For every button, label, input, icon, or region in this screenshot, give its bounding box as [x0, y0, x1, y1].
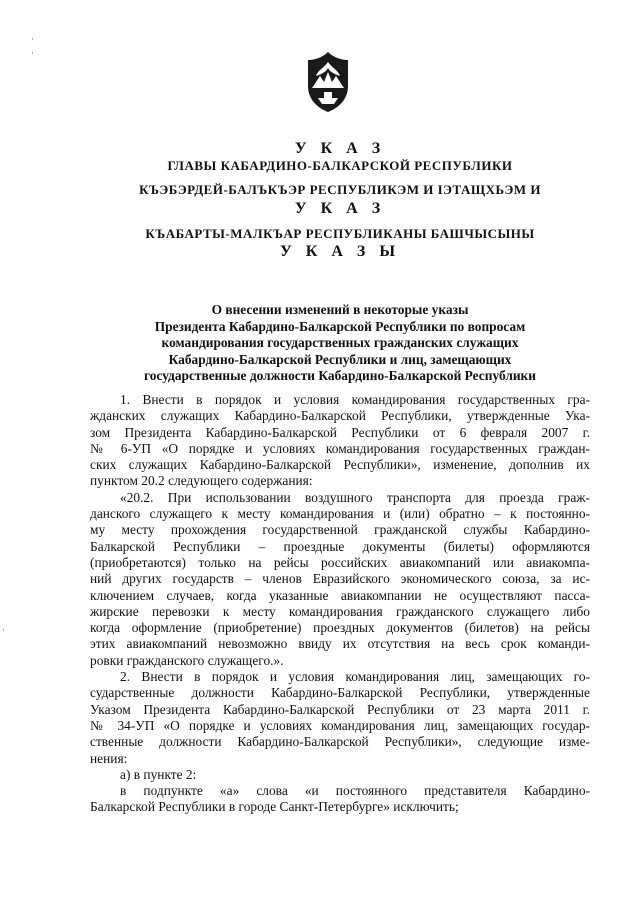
body-line: ключением случаев, когда указанные авиакомпании не осуществляют пасса- — [90, 587, 590, 603]
document-body — [90, 392, 590, 816]
body-line: Балкарской Республики – проездные документы (билеты) оформляются — [90, 538, 590, 554]
body-line: когда оформление (приобретение) проездных документов (билетов) на рейсы — [90, 620, 590, 636]
body-line: № 34-УП «О порядке и условиях командирования лиц, замещающих государ- — [90, 717, 590, 733]
header-line-1: ГЛАВЫ КАБАРДИНО-БАЛКАРСКОЙ РЕСПУБЛИКИ — [167, 158, 513, 173]
ukaz-heading-2: У К А З — [294, 200, 386, 217]
body-line: «20.2. При использовании воздушного транспорта для проезда граж- — [120, 489, 590, 505]
scan-mark: · — [31, 48, 34, 58]
title-line: государственные должности Кабардино-Балкарской Республики — [144, 368, 536, 383]
body-line: (приобретаются) только на рейсы российских авиакомпаний или авиакомпа- — [90, 554, 590, 570]
body-line: 1. Внести в порядок и условия командирования государственных гра- — [120, 392, 590, 407]
title-line: командирования государственных гражданских служащих — [161, 335, 519, 350]
body-line: зом Президента Кабардино-Балкарской Республики от 6 февраля 2007 г. — [90, 424, 590, 440]
body-line: му месту прохождения государственной гражданской службы Кабардино- — [90, 522, 590, 538]
ukaz-heading-3: У К А З Ы — [279, 243, 401, 260]
coat-of-arms-emblem — [304, 50, 352, 114]
ukaz-heading-1: У К А З — [294, 140, 386, 157]
body-line: данского служащего к месту командирования и (или) обратно – к постоянно- — [90, 506, 590, 522]
body-line: жданских служащих Кабардино-Балкарской Республики, утвержденные Ука- — [90, 408, 590, 424]
body-line: жирские перевозки к месту командирования гражданского служащего либо — [90, 603, 590, 619]
body-line: ровки гражданского служащего.». — [90, 652, 284, 668]
body-line: ний других государств – членов Евразийского экономического союза, за ис- — [90, 571, 590, 587]
body-line: в подпункте «а» слова «и постоянного представителя Кабардино- — [120, 783, 590, 799]
body-line: сударственные должности Кабардино-Балкарской Республики, утвержденные — [90, 685, 590, 701]
title-line: Кабардино-Балкарской Республики и лиц, замещающих — [168, 351, 512, 367]
scan-mark: · — [31, 34, 34, 44]
header-line-3: КЪАБАРТЫ-МАЛКЪАР РЕСПУБЛИКАНЫ БАШЧЫСЫНЫ — [145, 226, 535, 241]
body-line: № 6-УП «О порядке и условиях командирования государственных граждан- — [90, 440, 590, 456]
body-line: этих авиакомпаний невозможно ввиду их отсутствия на весь срок команди- — [90, 636, 590, 652]
title-line: Президента Кабардино-Балкарской Республики по вопросам — [154, 318, 526, 334]
body-line: Указом Президента Кабардино-Балкарской Республики от 23 марта 2011 г. — [90, 701, 590, 717]
body-line: ских служащих Кабардино-Балкарской Республики», изменение, дополнив их — [90, 457, 590, 473]
body-line: нения: — [90, 750, 128, 766]
scan-mark: · — [2, 625, 5, 635]
document-title — [90, 302, 590, 385]
body-line: ственные должности Кабардино-Балкарской Республики», следующие изме- — [90, 734, 590, 750]
body-line: пунктом 20.2 следующего содержания: — [90, 473, 313, 489]
title-line: О внесении изменений в некоторые указы — [211, 302, 469, 317]
body-line: Балкарской Республики в городе Санкт-Петербурге» исключить; — [90, 799, 459, 815]
body-line: а) в пункте 2: — [120, 766, 197, 782]
header-line-2: КЪЭБЭРДЕЙ-БАЛЪКЪЭР РЕСПУБЛИКЭМ И IЭТАЩХЬЭМ И — [139, 182, 541, 197]
body-line: 2. Внести в порядок и условия командирования лиц, замещающих го- — [120, 669, 590, 685]
